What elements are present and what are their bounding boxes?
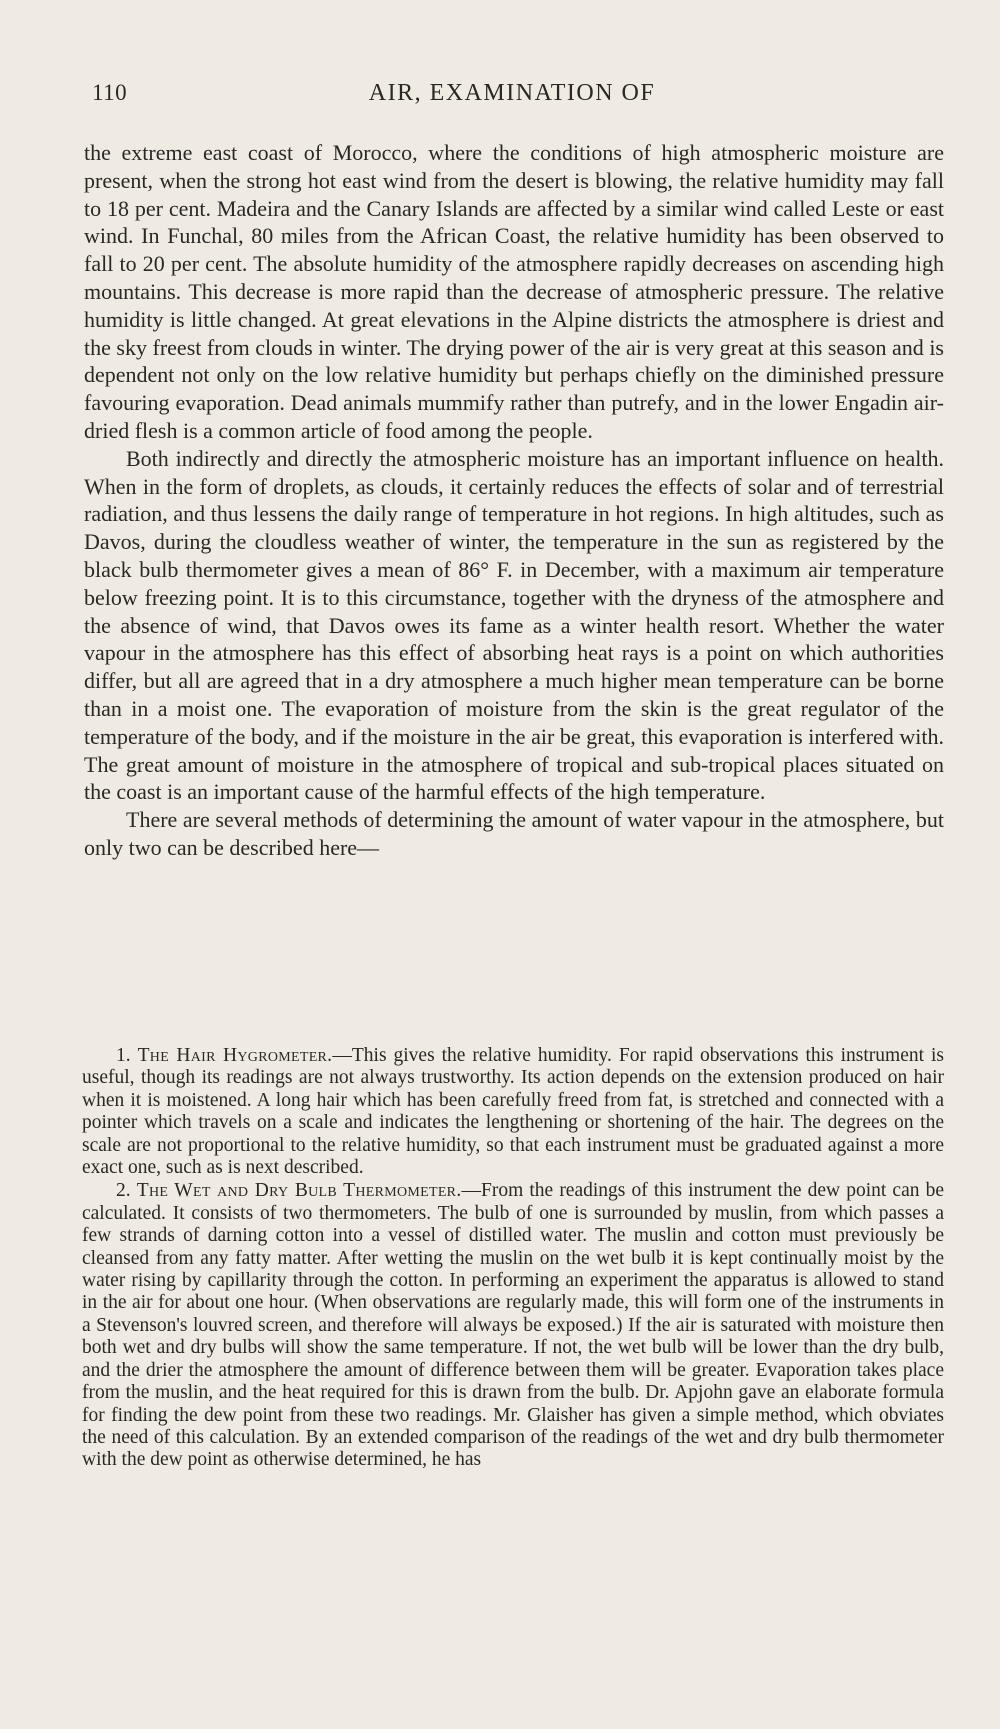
methods-list xyxy=(82,1045,944,1472)
list-item-wet-dry-bulb xyxy=(82,1180,944,1471)
paragraph: Both indirectly and directly the atmospheric moisture has an important influence on health. When in the form of droplets, as clouds, it certainly reduces the effects of solar and of terrestrial radiation, and thus lessens the daily range of temperature in hot regions. In high altitudes, such as Davos, during the cloudless weather of winter, the temperature in the sun as registered by the black bulb thermometer gives a mean of 86° F. in December, with a maximum air temperature below freezing point. It is to this circumstance, together with the dryness of the atmosphere and the absence of wind, that Davos owes its fame as a winter health resort. Whether the water vapour in the atmosphere has this effect of absorbing heat rays is a point on which authorities differ, but all are agreed that in a dry atmosphere a much higher mean temperature can be borne than in a moist one. The evaporation of moisture from the skin is the great regulator of the temperature of the body, and if the moisture in the air be great, this evaporation is interfered with. The great amount of moisture in the atmosphere of tropical and sub-tropical places situated on the coast is an important cause of the harmful effects of the high temperature. xyxy=(84,445,944,805)
page-number: 110 xyxy=(92,80,128,105)
running-title: AIR, EXAMINATION OF xyxy=(368,80,656,106)
paragraph: the extreme east coast of Morocco, where the conditions of high atmospheric moisture are present, when the strong hot east wind from the desert is blowing, the relative humidity may fall to 18 per cent. Madeira and the Canary Islands are affected by a similar wind called Leste or east wind. In Funchal, 80 miles from the African Coast, the relative humidity has been observed to fall to 20 per cent. The absolute humidity of the atmosphere rapidly decreases on ascending high mountains. This decrease is more rapid than the decrease of atmospheric pressure. The relative humidity is little changed. At great elevations in the Alpine districts the atmosphere is driest and the sky freest from clouds in winter. The drying power of the air is very great at this season and is dependent not only on the low relative humidity but perhaps chiefly on the diminished pressure favouring evaporation. Dead animals mummify rather than putrefy, and in the lower Engadin air-dried flesh is a common article of food among the people. xyxy=(84,140,944,443)
list-item-number: 2. xyxy=(116,1180,131,1202)
list-item-heading: The Hair Hygrometer. xyxy=(137,1045,333,1066)
list-item-hair-hygrometer xyxy=(82,1045,944,1179)
page-header xyxy=(86,80,938,112)
paragraph: There are several methods of determining the amount of water vapour in the atmosphere, but only two can be described here— xyxy=(84,807,944,860)
list-item-text: —This gives the relative humidity. For rapid observations this instrument is useful, though its readings are not always trustworthy. Its action depends on the extension produced on hair when it is moistened. A long hair which has been carefully freed from fat, is stretched and connected with a pointer which travels on a scale and indicates the lengthening or shortening of the hair. The degrees on the scale are not proportional to the relative humidity, so that each instrument must be graduated against a more exact one, such as is next described. xyxy=(82,1045,944,1179)
list-item-heading: The Wet and Dry Bulb Thermometer. xyxy=(136,1180,462,1202)
list-item-number: 1. xyxy=(116,1045,131,1066)
list-item-text: —From the readings of this instrument the dew point can be calculated. It consists of two thermometers. The bulb of one is surrounded by muslin, from which passes a few strands of darning cotton into a vessel of distilled water. The muslin and cotton must previously be cleansed from any fatty matter. After wetting the muslin on the wet bulb it is kept continually moist by the water rising by capillarity through the cotton. In performing an experiment the apparatus is allowed to stand in the air for about one hour. (When observations are regularly made, this will form one of the instruments in a Stevenson's louvred screen, and therefore will always be exposed.) If the air is saturated with moisture then both wet and dry bulbs will show the same temperature. If not, the wet bulb will be lower than the dry bulb, and the drier the atmosphere the amount of difference between them will be greater. Evaporation takes place from the muslin, and the heat required for this is drawn from the bulb. Dr. Apjohn gave an elaborate formula for finding the dew point from these two readings. Mr. Glaisher has given a simple method, which obviates the need of this calculation. By an extended comparison of the readings of the wet and dry bulb thermometer with the dew point as otherwise determined, he has xyxy=(82,1180,944,1471)
body-text xyxy=(84,139,944,862)
